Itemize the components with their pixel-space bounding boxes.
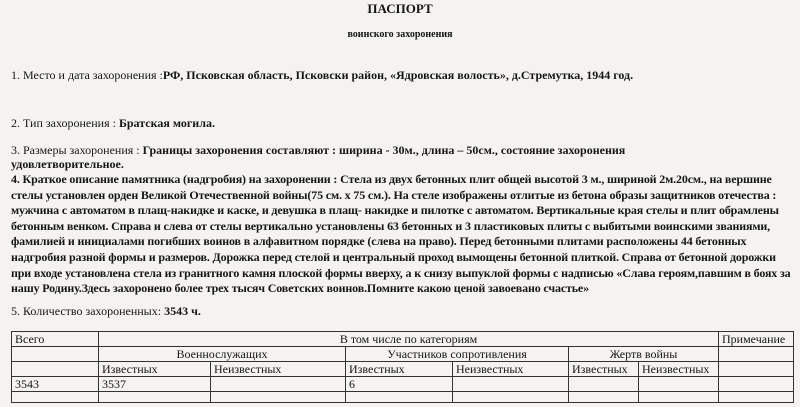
cell-resistance-unknown [453, 377, 569, 392]
item-2 [11, 116, 215, 131]
document-title: ПАСПОРТ [367, 1, 433, 16]
table-header-row-3 [12, 362, 794, 377]
item-4 [11, 172, 793, 297]
header-total: Всего [12, 332, 99, 347]
header-categories: В том числе по категориям [99, 332, 719, 347]
header-unknown: Неизвестных [211, 362, 346, 377]
item-1 [11, 68, 633, 83]
table-header-row-2 [12, 347, 794, 362]
cell-total: 3543 [12, 377, 99, 392]
item-3 [11, 143, 625, 158]
item-4-label: 4. Краткое описание памятника (надгробия) на захоронении : [11, 172, 341, 186]
header-empty [12, 347, 99, 362]
cell-war-unknown [639, 377, 719, 392]
header-note: Примечание [719, 332, 794, 347]
header-empty [719, 362, 794, 377]
header-known: Известных [569, 362, 639, 377]
header-war-victims: Жертв войны [569, 347, 719, 362]
cell-military-known: 3537 [99, 377, 211, 392]
header-known: Известных [99, 362, 211, 377]
item-4-text: Стела из двух бетонных плит общей высотой 3 м., шириной 2м.20см., на вершине стелы установлен орден Великой Отечественной войны(75 см. х 75 см.). На стеле изображены отлитые из бетона образы защитников отечества : мужчина с автоматом в плащ-накидке и каске, и девушка в плащ- накидке и пилотке с автоматом. Вертикальные края стелы и плит обрамлены бетонным венком. Справа и слева от стелы вертикально установлены 63 бетонных и 3 пластиковых плиты с выбитыми воинскими званиями, фамилией и инициалами погибших воинов в алфавитном порядке (слева на право). Перед бетонными плитами расположены 44 бетонных надгробия разной формы и размеров. Дорожка перед стелой и центральный проход вымощены бетонной плиткой. Справа от бетонной дорожки при входе установлена стела из гранитного камня плоской формы вверху, а к снизу выпуклой формы с надписью «Слава героям,павшим в боях за нашу Родину.Здесь захоронено более трех тысяч Советских воинов.Помните какою ценой завоевано счастье» [11, 172, 791, 296]
header-known: Известных [346, 362, 453, 377]
table-row [12, 377, 794, 392]
item-5-label: 5. Количество захороненных: [11, 304, 165, 318]
item-5 [11, 304, 201, 319]
cell-note [719, 377, 794, 392]
header-empty [719, 347, 794, 362]
header-resistance: Участников сопротивления [346, 347, 569, 362]
burial-count-table [11, 331, 794, 403]
header-military: Военнослужащих [99, 347, 346, 362]
cell-war-known [569, 377, 639, 392]
item-2-label: 2. Тип захоронения : [11, 116, 119, 130]
header-unknown: Неизвестных [453, 362, 569, 377]
table-row-empty [12, 392, 794, 403]
item-3-value: Границы захоронения составляют : ширина - 30м., длина – 50см., состояние захоронения [142, 143, 626, 157]
item-2-value: Братская могила. [118, 116, 215, 130]
item-1-label: 1. Место и дата захоронения : [11, 68, 163, 82]
item-3-label: 3. Размеры захоронения : [11, 143, 143, 157]
item-3-value-cont: удовлетворительное. [11, 157, 124, 171]
item-5-value: 3543 ч. [164, 304, 201, 318]
cell-military-unknown [211, 377, 346, 392]
header-unknown: Неизвестных [639, 362, 719, 377]
document-subtitle: воинского захоронения [347, 29, 453, 40]
cell-resistance-known: 6 [346, 377, 453, 392]
table-header-row-1 [12, 332, 794, 347]
item-1-value: РФ, Псковская область, Псковски район, «Ядровская волость», д.Стремутка, 1944 год. [162, 68, 634, 82]
header-empty [12, 362, 99, 377]
